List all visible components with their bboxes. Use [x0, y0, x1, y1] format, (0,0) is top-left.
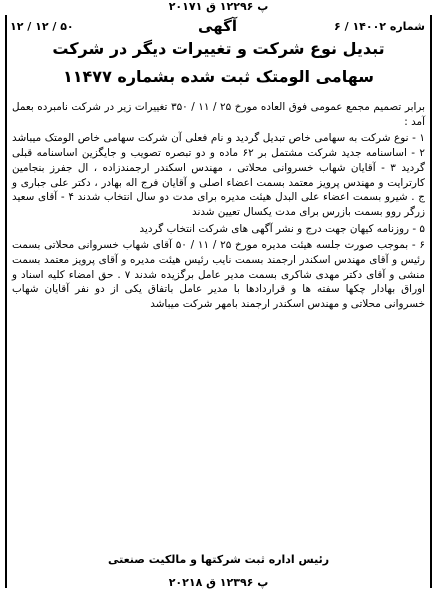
notice-number: شماره ۱۴۰۰۲ / ۶: [334, 20, 425, 33]
body-intro: برابر تصمیم مجمع عمومی فوق العاده مورخ ۲۵ / ۱۱ / ۳۵۰ تغییرات زیر در شرکت نامبرده بعمل آمد :: [12, 101, 425, 128]
notice-label: آگهی: [198, 17, 237, 35]
body-paragraph-3: ۶ - بموجب صورت جلسه هیئت مدیره مورخ ۲۵ / ۱۱ / ۵۰ آقای شهاب خسروانی محلاتی بسمت رئیس و آقای مهندس اسکندر ارجمند بسمت نایب رئیس هیئت مدیره و آقای پرویز معتمد بسمت منشی و آقای دکتر مهدی شاکری بسمت مدیر عامل برگزیده شدند ۷ . حق امضاء کلیه اسناد و اوراق بهادار چکها سفته ها و قراردادها با مدیر عامل باتفاق یکی از دو نفر آقایان شهاب خسروانی محلاتی و مهندس اسکندر ارجمند بامهر شرکت میباشد: [12, 239, 426, 311]
notice-meta: [10, 17, 425, 36]
notice-date: ۱۲ / ۱۲ / ۵۰: [10, 20, 74, 33]
bottom-reference: پ ۱۲۳۹۶ ق ۲۰۲۱۸: [168, 576, 269, 589]
notice-title-line-1: تبدیل نوع شرکت و تغییرات دیگر در شرکت: [52, 39, 385, 58]
body-paragraph-2: ۵ - روزنامه کیهان جهت درج و نشر آگهی های شرکت انتخاب گردید: [139, 222, 425, 235]
notice-title-line-2: سهامی الومتک ثبت شده بشماره ۱۱۴۷۷: [63, 67, 374, 86]
signature-line: رئیس اداره ثبت شرکتها و مالکیت صنعتی: [107, 553, 330, 566]
notice-body: [12, 100, 425, 314]
top-reference: پ ۱۲۲۹۶ ق ۲۰۱۷۱: [168, 0, 269, 13]
body-paragraph-1: ۱ - نوع شرکت به سهامی خاص تبدیل گردید و نام فعلی آن شرکت سهامی خاص الومتک میباشد ۲ - اساسنامه جدید شرکت مشتمل بر ۶۲ ماده و دو تبصره تصویب و جایگزین اساسنامه قبلی گردید ۳ - آقایان شهاب خسروانی محلاتی ، مهندس اسکندر ارجمندزاده ، ال جفرز بنجامین کارترایت و مهندس پرویز معتمد بسمت اعضاء اصلی و آقایان فرج اله بهادر ، دکتر علی جباری و ج . شیرو بسمت اعضاء علی البدل هیئت مدیره برای مدت دو سال انتخاب شدند ۴ - آقای سعید زرگر روو بسمت بازرس برای مدت یکسال تعیین شدند: [12, 132, 426, 218]
